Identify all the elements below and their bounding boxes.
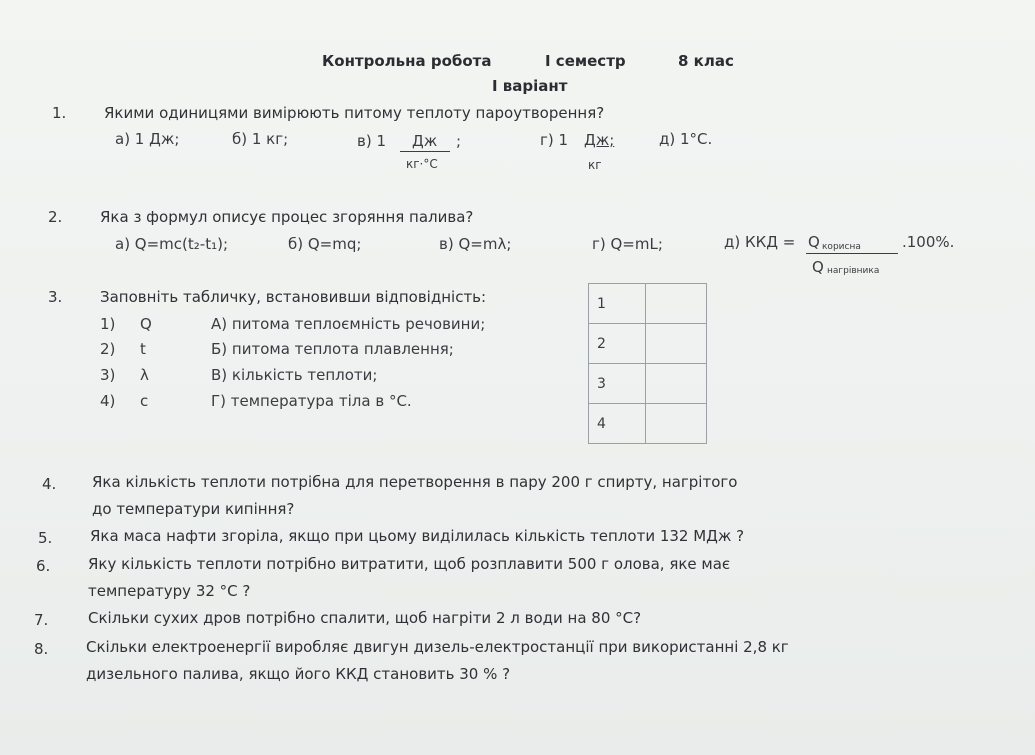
- q1-option-c-semicolon: ;: [456, 132, 462, 150]
- q1-option-c-fraction-line: [400, 151, 450, 152]
- q2-option-d: г) Q=mL;: [592, 235, 663, 253]
- q3-item-definition: А) питома теплоємність речовини;: [211, 315, 486, 333]
- q3-item-number: 1): [100, 315, 116, 333]
- q3-text: Заповніть табличку, встановивши відповідність:: [100, 288, 487, 306]
- q3-item-symbol: λ: [140, 366, 149, 384]
- answer-row: [589, 284, 707, 324]
- answer-row: [589, 404, 707, 444]
- q8-text-line2: дизельного палива, якщо його ККД становить 30 % ?: [86, 665, 511, 683]
- q2-option-e-suffix: .100%.: [902, 233, 955, 251]
- q5-number: 5.: [38, 529, 53, 547]
- q5-text: Яка маса нафти згоріла, якщо при цьому виділилась кількість теплоти 132 МДж ?: [90, 527, 745, 545]
- semester: І семестр: [545, 52, 626, 70]
- answer-row: [589, 324, 707, 364]
- grade: 8 клас: [678, 52, 734, 70]
- q2-option-a: а) Q=mc(t₂-t₁);: [115, 235, 229, 253]
- q3-item-definition: В) кількість теплоти;: [211, 366, 378, 384]
- q1-option-a: а) 1 Дж;: [115, 130, 180, 148]
- q8-text-line1: Скільки електроенергії виробляє двигун дизель-електростанції при використанні 2,8 кг: [86, 638, 789, 656]
- q1-option-b: б) 1 кг;: [232, 130, 289, 148]
- q6-text-line1: Яку кількість теплоти потрібно витратити, щоб розплавити 500 г олова, яке має: [88, 555, 731, 573]
- q1-option-d-denominator: кг: [588, 158, 602, 172]
- q2-option-e-numerator-sub: корисна: [822, 242, 861, 252]
- q3-item-symbol: c: [140, 392, 149, 410]
- q3-item-number: 3): [100, 366, 116, 384]
- q7-text: Скільки сухих дров потрібно спалити, щоб нагріти 2 л води на 80 °С?: [88, 609, 642, 627]
- q2-number: 2.: [48, 208, 63, 226]
- q1-option-d-prefix: г) 1: [540, 131, 569, 149]
- q2-option-c: в) Q=mλ;: [439, 235, 512, 253]
- q3-item-definition: Г) температура тіла в °С.: [211, 392, 412, 410]
- answer-table: [588, 283, 707, 444]
- q2-option-e-prefix: д) ККД =: [724, 233, 796, 251]
- q6-number: 6.: [36, 557, 51, 575]
- q3-item-number: 2): [100, 340, 116, 358]
- doc-title: Контрольна робота: [322, 52, 492, 70]
- q2-option-e-fraction-line: [806, 253, 898, 254]
- q1-option-c-numerator: Дж: [412, 132, 438, 150]
- q8-number: 8.: [34, 640, 49, 658]
- q6-text-line2: температуру 32 °С ?: [88, 582, 251, 600]
- q3-item-symbol: t: [140, 340, 146, 358]
- q1-option-c-prefix: в) 1: [357, 132, 387, 150]
- q2-text: Яка з формул описує процес згоряння палива?: [100, 208, 474, 226]
- q3-number: 3.: [48, 288, 63, 306]
- q2-option-e-denominator: Q: [812, 258, 824, 276]
- q1-number: 1.: [52, 104, 67, 122]
- q3-item-symbol: Q: [140, 315, 152, 333]
- answer-row-label: 2: [589, 324, 646, 364]
- answer-cell[interactable]: [646, 284, 707, 324]
- variant: І варіант: [492, 77, 568, 95]
- q4-number: 4.: [42, 475, 57, 493]
- q7-number: 7.: [34, 611, 49, 629]
- q2-option-e-numerator: Q: [808, 233, 820, 251]
- q1-text: Якими одиницями вимірюють питому теплоту пароутворення?: [104, 104, 605, 122]
- q1-option-e: д) 1°С.: [659, 130, 713, 148]
- answer-row-label: 1: [589, 284, 646, 324]
- q4-text-line1: Яка кількість теплоти потрібна для перетворення в пару 200 г спирту, нагрітого: [92, 473, 738, 491]
- answer-row: [589, 364, 707, 404]
- answer-cell[interactable]: [646, 404, 707, 444]
- answer-cell[interactable]: [646, 324, 707, 364]
- answer-row-label: 3: [589, 364, 646, 404]
- q3-item-definition: Б) питома теплота плавлення;: [211, 340, 454, 358]
- q2-option-e-denominator-sub: нагрівника: [827, 266, 880, 276]
- q1-option-d-numerator: Дж;: [584, 131, 615, 149]
- q2-option-b: б) Q=mq;: [288, 235, 362, 253]
- answer-cell[interactable]: [646, 364, 707, 404]
- answer-row-label: 4: [589, 404, 646, 444]
- q1-option-c-denominator: кг·°С: [406, 157, 438, 171]
- q4-text-line2: до температури кипіння?: [92, 500, 295, 518]
- q3-item-number: 4): [100, 392, 116, 410]
